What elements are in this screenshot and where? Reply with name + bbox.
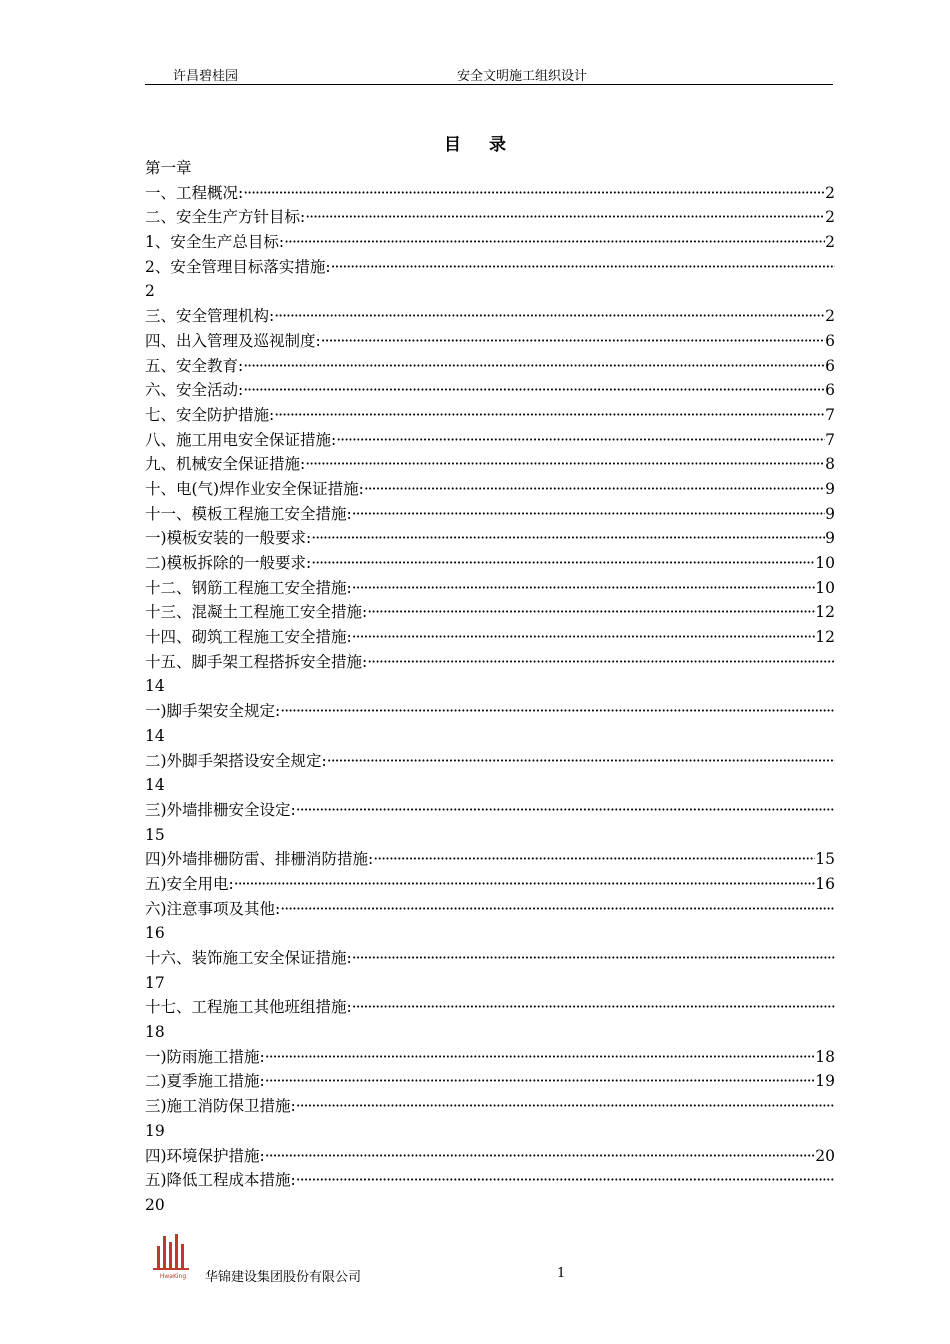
toc-entry-page: 19 [815,1072,835,1091]
toc-entry-page: 10 [815,578,835,597]
company-logo [147,1232,199,1280]
toc-leader-dots [280,699,835,724]
toc-entry [145,946,835,971]
toc-leader-dots [367,600,815,625]
toc-leader-dots [274,403,825,428]
toc-entry [145,354,835,379]
toc-entry-page: 12 [815,603,835,622]
toc-entry [145,1168,835,1193]
toc-entry-title: 二、安全生产方针目标: [145,208,306,227]
header-document-title: 安全文明施工组织设计 [457,69,588,84]
toc-entry-page: 20 [145,1195,165,1214]
toc-entry-page: 2 [825,233,835,252]
toc-entry [145,749,835,774]
toc-entry-title: 十一、模板工程施工安全措施: [145,504,352,523]
toc-entry-title: 二)外脚手架搭设安全规定: [145,751,327,770]
toc-leader-dots [352,995,835,1020]
toc-entry-title: 一、工程概况: [145,183,244,202]
toc-leader-dots [274,304,825,329]
toc-entry [145,798,835,823]
toc-entry-title: 八、施工用电安全保证措施: [145,430,337,449]
footer-page-number: 1 [557,1266,566,1281]
toc-entry-title: 四)外墙排栅防雷、排栅消防措施: [145,850,374,869]
toc-leader-dots [352,946,835,971]
toc-entry-page: 9 [825,504,835,523]
toc-entry-page: 17 [145,973,165,992]
toc-title-part1: 目 [444,135,461,155]
toc-leader-dots [234,872,815,897]
toc-entry-title: 三)施工消防保卫措施: [145,1097,296,1116]
toc-leader-dots [296,1168,835,1193]
toc-entry [145,255,835,280]
toc-entry-page: 12 [815,628,835,647]
toc-leader-dots [265,1069,815,1094]
toc-entry [145,897,835,922]
toc-entry [145,329,835,354]
toc-entry-page: 10 [815,554,835,572]
page-header [145,62,833,85]
toc-entry-page: 15 [145,825,165,844]
toc-leader-dots [284,230,825,255]
toc-entry-title: 六)注意事项及其他: [145,899,281,918]
toc-leader-dots [367,650,835,675]
toc-entry-title: 四)环境保护措施: [145,1146,265,1165]
toc-entry [145,600,835,625]
toc-entry-title: 十六、装饰施工安全保证措施: [145,949,352,967]
toc-entry-title: 十二、钢筋工程施工安全措施: [145,578,352,597]
toc-entry-title: 十五、脚手架工程搭拆安全措施: [145,652,368,671]
toc-leader-dots [364,477,825,502]
toc-entry [145,551,835,576]
page-footer [145,1232,835,1287]
toc-entry-title: 七、安全防护措施: [145,405,275,424]
toc-entry [145,181,835,206]
toc-entry-title: 三、安全管理机构: [145,307,275,326]
toc-entry-title: 十四、砌筑工程施工安全措施: [145,628,352,647]
toc-entry-page: 6 [825,381,835,400]
toc-entry-page: 6 [825,356,835,375]
toc-entry [145,699,835,724]
toc-entry-title: 四、出入管理及巡视制度: [145,331,321,350]
toc-entry [145,1045,835,1070]
toc-entry-title: 1、安全生产总目标: [145,233,285,252]
toc-entry [145,502,835,527]
toc-entry-title: 六、安全活动: [145,381,244,400]
footer-company-name: 华锦建设集团股份有限公司 [205,1270,362,1285]
toc-entry-page: 16 [145,924,165,943]
toc-entry-title: 十、电(气)焊作业安全保证措施: [145,479,364,498]
toc-entry-page: 14 [145,776,165,795]
toc-entry-page: 14 [145,726,165,745]
toc-leader-dots [296,1094,835,1119]
toc-entry [145,650,835,675]
toc-entry-title: 五)安全用电: [145,874,234,893]
chapter-heading: 第一章 [145,159,192,177]
toc-entry [145,452,835,477]
toc-entry-page: 2 [825,208,835,227]
toc-entry-page: 2 [825,307,835,326]
toc-leader-dots [327,749,835,774]
toc-entry-page: 2 [145,282,155,301]
toc-leader-dots [305,452,825,477]
toc-title-part2: 录 [489,135,506,155]
toc-entry-title: 十七、工程施工其他班组措施: [145,998,352,1017]
toc-entry [145,403,835,428]
toc-entry-title: 一)防雨施工措施: [145,1047,265,1066]
toc-entry-page: 8 [825,455,835,474]
toc-entry [145,872,835,897]
toc-entry-title: 一)脚手架安全规定: [145,702,281,721]
toc-entry-page: 7 [825,430,835,449]
toc-entry [145,477,835,502]
toc-leader-dots [243,354,825,379]
toc-entry-title: 十三、混凝土工程施工安全措施: [145,603,368,622]
toc-leader-dots [352,576,816,601]
toc-entry-page: 9 [825,529,835,548]
toc-entry-page: 20 [815,1146,835,1165]
toc-leader-dots [336,428,825,453]
toc-leader-dots [331,255,835,280]
toc-entry-page: 15 [815,850,835,869]
toc-leader-dots [352,502,825,527]
toc-entry-title: 三)外墙排栅安全设定: [145,800,296,819]
toc-entry [145,625,835,650]
toc-entry [145,1094,835,1119]
toc-leader-dots [305,205,825,230]
toc-leader-dots [265,1144,815,1169]
toc-leader-dots [243,181,825,206]
table-of-contents [145,156,835,1218]
toc-entry-page: 19 [145,1121,165,1140]
toc-entry [145,230,835,255]
toc-entry [145,847,835,872]
toc-entry [145,526,835,551]
toc-entry [145,304,835,329]
toc-entry-page: 7 [825,405,835,424]
toc-entry-title: 五、安全教育: [145,356,244,375]
header-project-name: 许昌碧桂园 [173,69,239,84]
toc-entry-title: 二)模板拆除的一般要求: [145,554,312,572]
toc-entry-page: 9 [825,479,835,498]
toc-leader-dots [296,798,835,823]
toc-title [0,130,950,155]
toc-entry-title: 2、安全管理目标落实措施: [145,257,331,276]
toc-entry-title: 二)夏季施工措施: [145,1072,265,1091]
toc-entry [145,576,835,601]
toc-leader-dots [311,526,825,551]
toc-leader-dots [265,1045,815,1070]
toc-entry [145,995,835,1020]
toc-entry [145,378,835,403]
toc-leader-dots [280,897,835,922]
logo-text: HwaKing [159,1273,187,1280]
toc-entry-page: 18 [145,1023,165,1042]
toc-leader-dots [321,329,825,354]
toc-entry [145,428,835,453]
toc-entry-title: 五)降低工程成本措施: [145,1171,296,1190]
toc-entry-page: 14 [145,677,165,696]
toc-leader-dots [352,625,816,650]
toc-entry-page: 6 [825,331,835,350]
toc-leader-dots [311,551,815,576]
toc-entry-page: 18 [815,1047,835,1066]
toc-entry-page: 16 [815,874,835,893]
toc-entry [145,205,835,230]
toc-entry [145,1144,835,1169]
toc-entry [145,1069,835,1094]
toc-leader-dots [373,847,815,872]
toc-entry-page: 2 [825,183,835,202]
toc-leader-dots [243,378,825,403]
toc-entry-title: 九、机械安全保证措施: [145,455,306,474]
toc-entry-title: 一)模板安装的一般要求: [145,529,312,548]
